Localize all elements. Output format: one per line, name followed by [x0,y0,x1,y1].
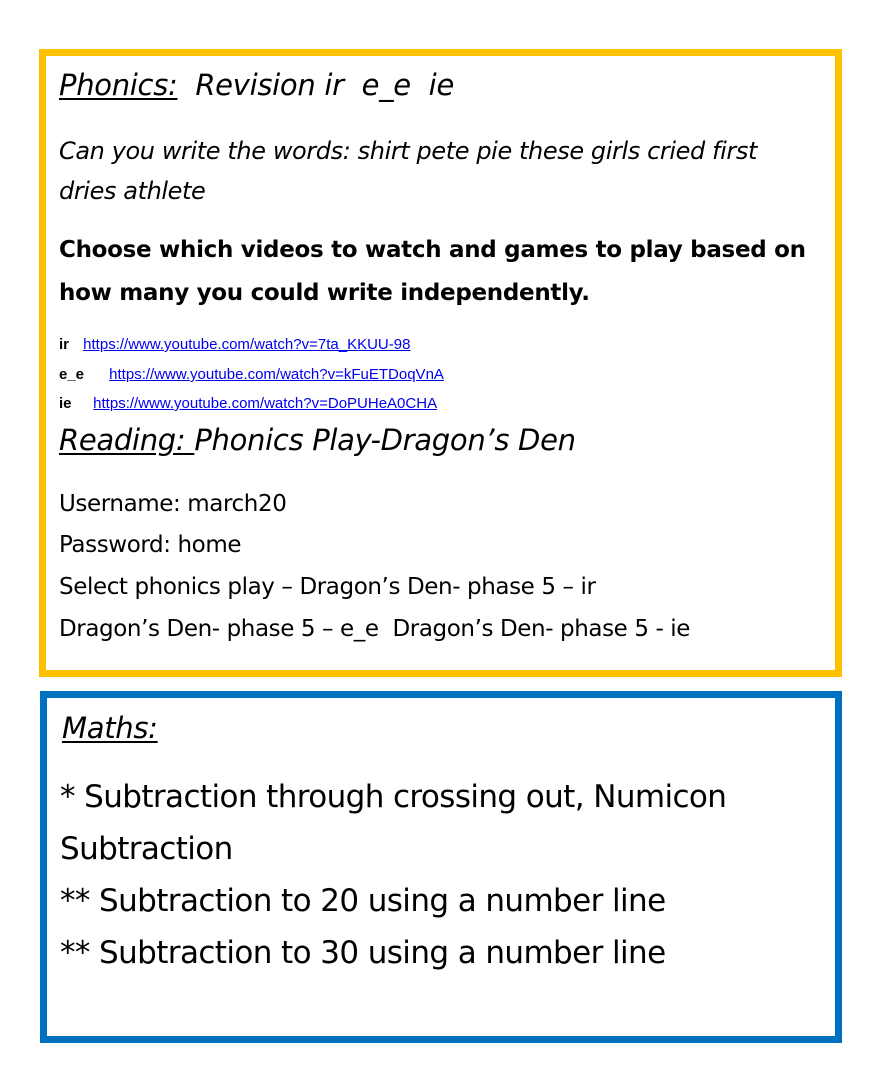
select-instruction: Select phonics play – Dragon’s Den- phase 5 – ir [59,574,596,600]
maths-item-1-line-1: * Subtraction through crossing out, Numicon [60,779,727,815]
video-link-ir[interactable]: https://www.youtube.com/watch?v=7ta_KKUU-98 [83,336,411,353]
phonics-heading-text: Revision ir e_e ie [195,68,454,102]
maths-item-1-line-2: Subtraction [60,831,233,867]
instruction-line-2: dries athlete [59,177,206,205]
maths-heading [62,711,158,745]
reading-heading [59,423,576,457]
video-link-row-ie [59,395,437,412]
password-text: Password: home [59,532,242,558]
link-tag-ir: ir [59,336,70,353]
maths-item-2: ** Subtraction to 20 using a number line [60,883,666,919]
video-link-ie[interactable]: https://www.youtube.com/watch?v=DoPUHeA0CHA [93,395,438,412]
maths-heading-label: Maths: [62,711,158,745]
video-link-row-ir [59,336,410,353]
maths-panel [40,691,842,1043]
video-link-e-e[interactable]: https://www.youtube.com/watch?v=kFuETDoqVnA [109,366,444,383]
username-text: Username: march20 [59,491,287,517]
link-tag-e-e: e_e [59,366,85,383]
phonics-heading-label: Phonics: [59,68,178,102]
choose-line-1: Choose which videos to watch and games to play based on [59,237,806,263]
dragon-den-line: Dragon’s Den- phase 5 – e_e Dragon’s Den- phase 5 - ie [59,616,691,642]
maths-item-3: ** Subtraction to 30 using a number line [60,935,666,971]
choose-line-2: how many you could write independently. [59,280,590,306]
phonics-heading [59,68,454,102]
reading-heading-label: Reading: [59,423,195,457]
instruction-line-1: Can you write the words: shirt pete pie these girls cried first [59,137,757,165]
reading-heading-text: Phonics Play-Dragon’s Den [194,423,576,457]
video-link-row-e-e [59,366,444,383]
link-tag-ie: ie [59,395,72,412]
